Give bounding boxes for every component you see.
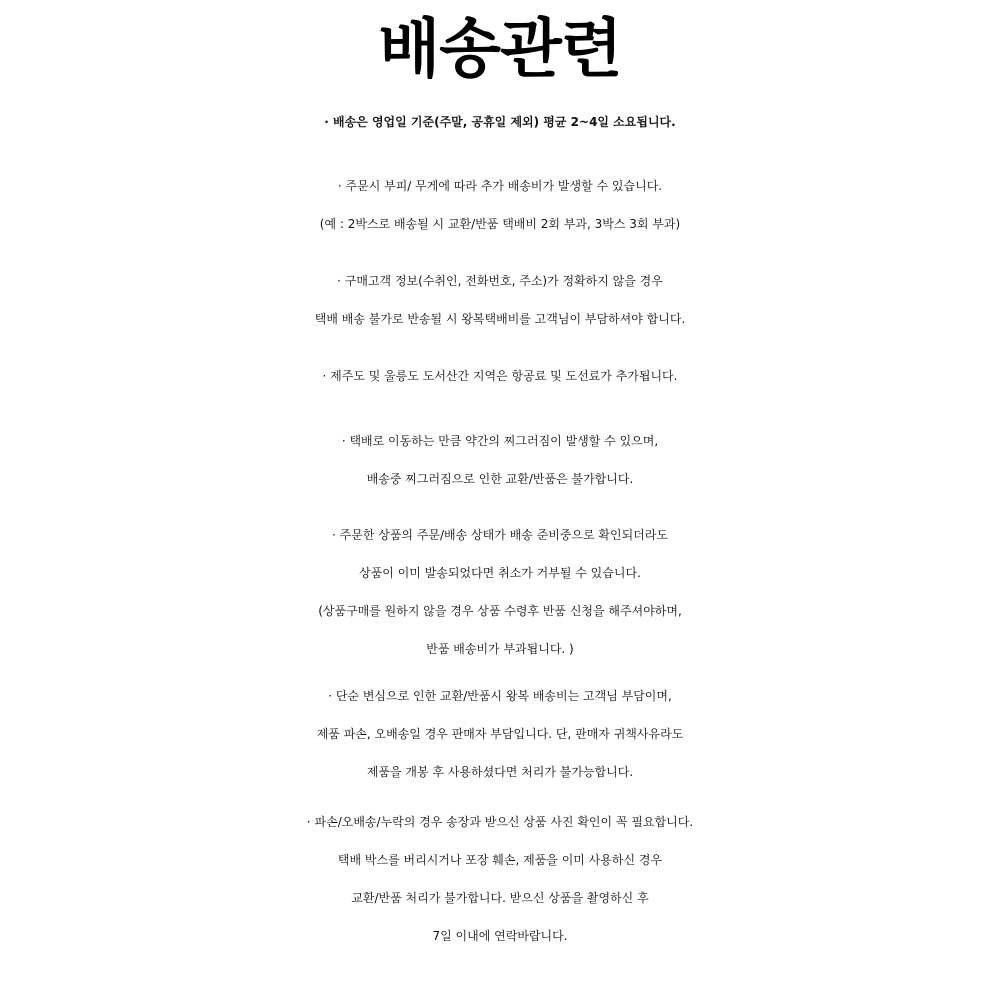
notice-line: · 주문한 상품의 주문/배송 상태가 배송 준비중으로 확인되더라도 (332, 528, 668, 542)
notice-line: · 택배로 이동하는 만큼 약간의 찌그러짐이 발생할 수 있으며, (341, 434, 659, 448)
notice-line: · 단순 변심으로 인한 교환/반품시 왕복 배송비는 고객님 부담이며, (328, 689, 672, 703)
notice-line: 교환/반품 처리가 불가합니다. 받으신 상품을 촬영하신 후 (351, 891, 649, 905)
notice-line: 제품 파손, 오배송일 경우 판매자 부담입니다. 단, 판매자 귀책사유라도 (316, 727, 684, 741)
notice-line: · 제주도 및 울릉도 도서산간 지역은 항공료 및 도선료가 추가됩니다. (322, 369, 678, 383)
notice-damage-claim (0, 803, 1000, 955)
notice-remote-area-fee (0, 357, 1000, 395)
notice-line: 택배 박스를 버리시거나 포장 훼손, 제품을 이미 사용하신 경우 (337, 853, 663, 867)
notice-line: 배송중 찌그러짐으로 인한 교환/반품은 불가합니다. (366, 472, 634, 486)
notice-line: (상품구매를 원하지 않을 경우 상품 수령후 반품 신청을 해주셔야하며, (318, 604, 682, 618)
notice-line: 제품을 개봉 후 사용하셨다면 처리가 불가능합니다. (366, 765, 634, 779)
notice-line: 택배 배송 불가로 반송될 시 왕복택배비를 고객님이 부담하셔야 합니다. (314, 312, 686, 326)
notice-incorrect-info (0, 262, 1000, 338)
notice-line: · 구매고객 정보(수취인, 전화번호, 주소)가 정확하지 않을 경우 (337, 274, 663, 288)
notice-line: · 파손/오배송/누락의 경우 송장과 받으신 상품 사진 확인이 꼭 필요합니다. (306, 815, 694, 829)
notice-line: 반품 배송비가 부과됩니다. ) (426, 642, 574, 656)
notice-line: 상품이 이미 발송되었다면 취소가 거부될 수 있습니다. (359, 566, 641, 580)
notice-extra-shipping-fee (0, 167, 1000, 243)
notice-change-of-mind (0, 677, 1000, 791)
notice-line: · 주문시 부피/ 무게에 따라 추가 배송비가 발생할 수 있습니다. (337, 179, 663, 193)
notice-line: 7일 이내에 연락바랍니다. (432, 929, 568, 943)
page-title: 배송관련 (378, 13, 622, 87)
notice-dents (0, 422, 1000, 498)
notice-cancellation (0, 516, 1000, 668)
notice-line: · 배송은 영업일 기준(주말, 공휴일 제외) 평균 2~4일 소요됩니다. (324, 115, 676, 129)
notice-line: (예 : 2박스로 배송될 시 교환/반품 택배비 2회 부과, 3박스 3회 부과) (319, 217, 681, 231)
notice-processing-time (0, 103, 1000, 141)
